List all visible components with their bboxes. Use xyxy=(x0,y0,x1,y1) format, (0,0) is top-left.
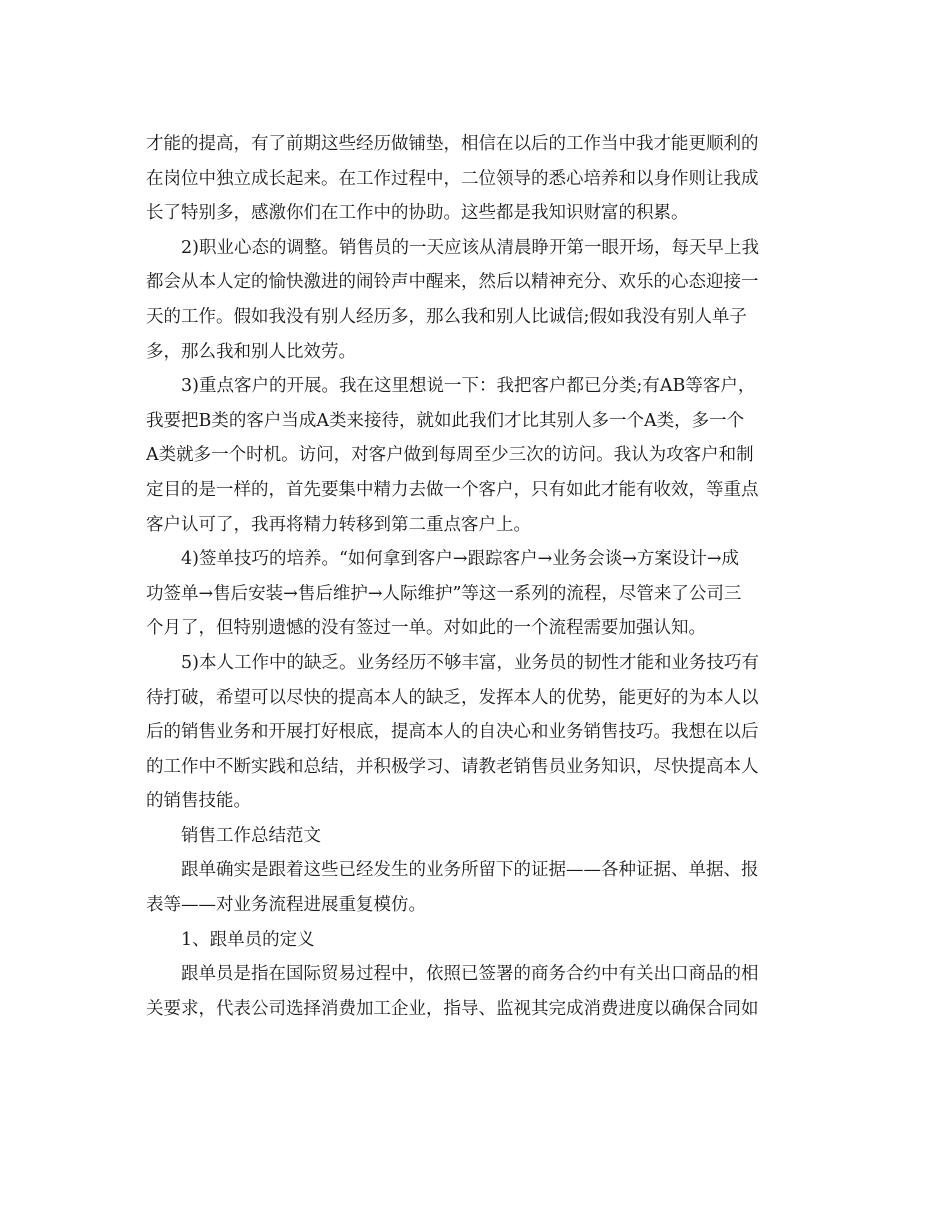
paragraph-line: 个月了，但特别遗憾的没有签过一单。对如此的一个流程需要加强认知。 xyxy=(146,618,706,639)
paragraph-line: 都会从本人定的愉快激进的闹铃声中醒来，然后以精神充分、欢乐的心态迎接一 xyxy=(146,272,759,293)
paragraph-line: 才能的提高，有了前期这些经历做铺垫，相信在以后的工作当中我才能更顺利的 xyxy=(146,134,759,154)
document-body xyxy=(146,127,802,1026)
paragraph-line: 表等——对业务流程进展重复模仿。 xyxy=(146,895,426,916)
paragraph-first-line: 5)本人工作中的缺乏。业务经历不够丰富，业务员的韧性才能和业务技巧有 xyxy=(181,652,759,673)
paragraph-line: 客户认可了，我再将精力转移到第二重点客户上。 xyxy=(146,514,531,535)
paragraph-line: 待打破，希望可以尽快的提高本人的缺乏，发挥本人的优势，能更好的为本人以 xyxy=(146,687,759,708)
paragraph-first-line: 销售工作总结范文 xyxy=(181,825,321,846)
paragraph-line: 后的销售业务和开展打好根底，提高本人的自决心和业务销售技巧。我想在以后 xyxy=(146,722,759,743)
paragraph-line: A类就多一个时机。访问，对客户做到每周至少三次的访问。我认为攻客户和制 xyxy=(146,445,754,466)
paragraph-line: 的工作中不断实践和总结，并积极学习、请教老销售员业务知识，尽快提高本人 xyxy=(146,756,759,777)
paragraph-line: 在岗位中独立成长起来。在工作过程中，二位领导的悉心培养和以身作则让我成 xyxy=(146,168,759,189)
paragraph-line: 功签单→售后安装→售后维护→人际维护”等这一系列的流程，尽管来了公司三 xyxy=(146,583,742,604)
paragraph-line: 长了特别多，感激你们在工作中的协助。这些都是我知识财富的积累。 xyxy=(146,203,689,224)
paragraph-first-line: 跟单员是指在国际贸易过程中，依照已签署的商务合约中有关出口商品的相 xyxy=(181,964,759,985)
paragraph-first-line: 2)职业心态的调整。销售员的一天应该从清晨睁开第一眼开场，每天早上我 xyxy=(181,237,759,258)
paragraph-line: 多，那么我和别人比效劳。 xyxy=(146,341,356,362)
paragraph-first-line: 跟单确实是跟着这些已经发生的业务所留下的证据——各种证据、单据、报 xyxy=(181,860,759,881)
paragraph-line: 我要把B类的客户当成A类来接待，就如此我们才比其别人多一个A类，多一个 xyxy=(146,410,745,431)
paragraph-first-line: 3)重点客户的开展。我在这里想说一下：我把客户都已分类;有AB等客户， xyxy=(181,376,756,397)
paragraph-line: 的销售技能。 xyxy=(146,791,251,812)
paragraph-first-line: 1、跟单员的定义 xyxy=(181,929,315,950)
paragraph-line: 关要求，代表公司选择消费加工企业，指导、监视其完成消费进度以确保合同如 xyxy=(146,998,759,1019)
paragraph-line: 天的工作。假如我没有别人经历多，那么我和别人比诚信;假如我没有别人单子 xyxy=(146,306,747,327)
paragraph-line: 定目的是一样的，首先要集中精力去做一个客户，只有如此才能有收效，等重点 xyxy=(146,479,759,500)
paragraph-first-line: 4)签单技巧的培养。“如何拿到客户→跟踪客户→业务会谈→方案设计→成 xyxy=(181,549,740,570)
